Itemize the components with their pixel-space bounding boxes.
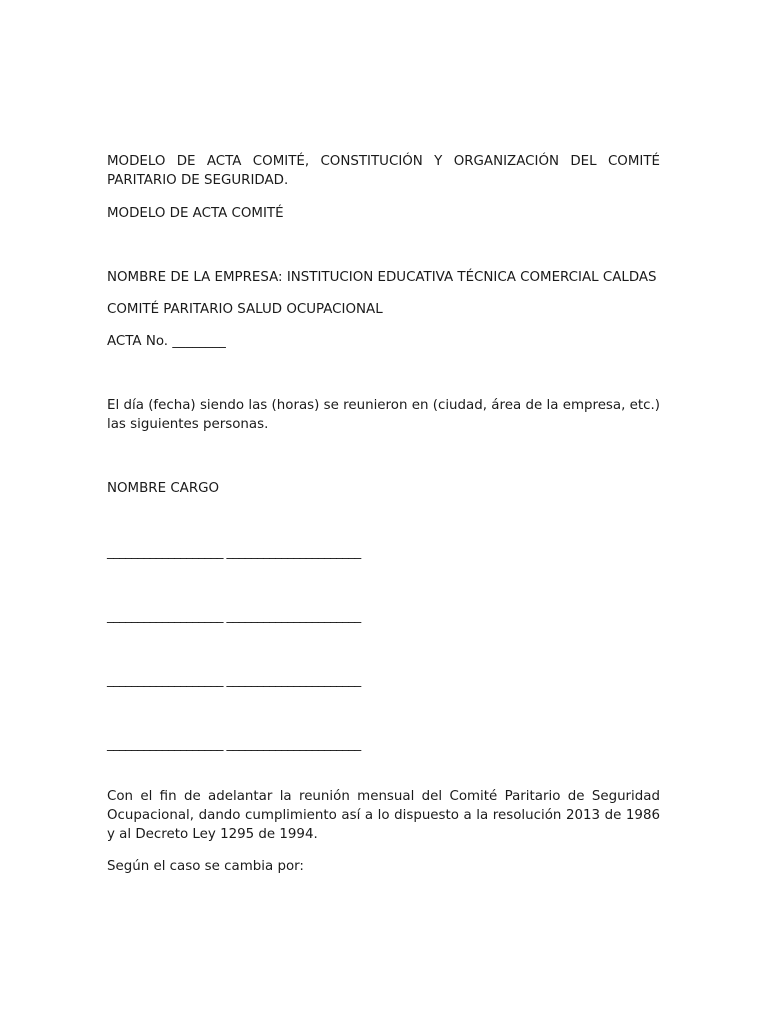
company-name: NOMBRE DE LA EMPRESA: INSTITUCION EDUCATIVA TÉCNICA COMERCIAL CALDAS — [107, 270, 657, 285]
table-header: NOMBRE CARGO — [107, 481, 220, 496]
note-text: Según el caso se cambia por: — [107, 859, 304, 874]
signature-line: ___________________ ______________________ — [107, 737, 361, 752]
closing-text: Con el fin de adelantar la reunión mensual del Comité Paritario de Seguridad Ocupacional, dando cumplimiento así a lo dispuesto a la resolución 2013 de 1986 y al Decreto Ley 1295 de 1994. — [107, 789, 660, 842]
acta-number: ACTA No. ________ — [107, 334, 226, 349]
document-body — [107, 152, 660, 876]
signature-line: ___________________ ______________________ — [107, 609, 361, 624]
signature-line: ___________________ ______________________ — [107, 673, 361, 688]
signature-line: ___________________ ______________________ — [107, 545, 361, 560]
document-heading: MODELO DE ACTA COMITÉ, CONSTITUCIÓN Y ORGANIZACIÓN DEL COMITÉ PARITARIO DE SEGURIDAD. — [107, 154, 660, 188]
committee-name: COMITÉ PARITARIO SALUD OCUPACIONAL — [107, 302, 383, 317]
meeting-text: El día (fecha) siendo las (horas) se reunieron en (ciudad, área de la empresa, etc.) las siguientes personas. — [107, 398, 660, 432]
document-subheading: MODELO DE ACTA COMITÉ — [107, 206, 284, 221]
